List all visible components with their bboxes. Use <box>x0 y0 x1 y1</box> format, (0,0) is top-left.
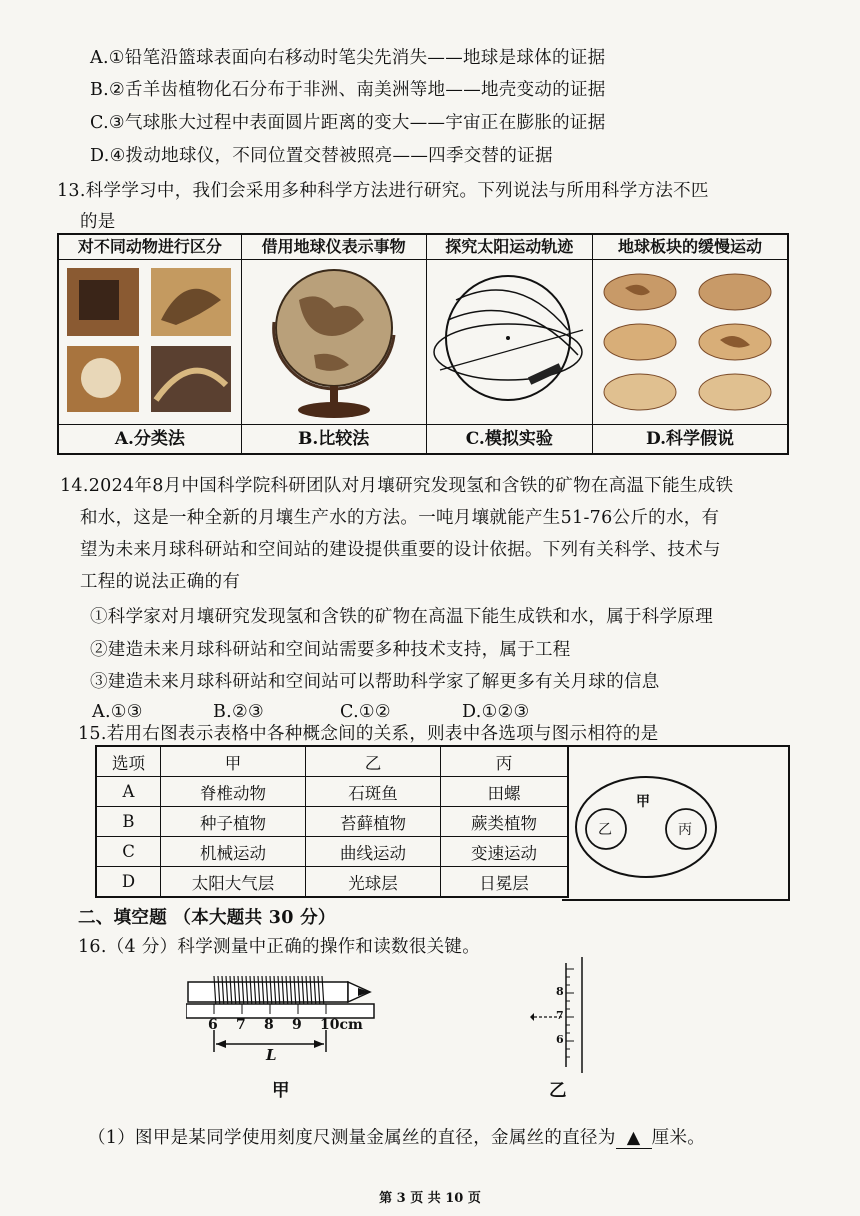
venn-label-bing: 丙 <box>678 822 692 838</box>
answer-blank[interactable]: ▲ <box>616 1128 652 1149</box>
q13-stem: 13.科学学习中，我们会采用多种科学方法进行研究。下列说法与所用科学方法不匹 <box>57 181 709 201</box>
cylinder-figure <box>520 955 600 1075</box>
q14-choice-c: C.①② <box>340 702 391 722</box>
q16-sub1 <box>88 1124 705 1149</box>
q15-col-bing: 丙 <box>441 746 569 777</box>
q15-col-yi: 乙 <box>306 746 441 777</box>
q15-stem: 15.若用右图表示表格中各种概念间的关系，则表中各选项与图示相符的是 <box>78 724 659 744</box>
q13-header-d: 地球板块的缓慢运动 <box>592 234 788 260</box>
q12-option-d: D.④拨动地球仪，不同位置交替被照亮——四季交替的证据 <box>90 146 553 166</box>
q14-stem-2: 和水，这是一种全新的月壤生产水的方法。一吨月壤就能产生51-76公斤的水，有 <box>80 508 720 528</box>
q13-header-a: 对不同动物进行区分 <box>58 234 241 260</box>
q13-stem-cont: 的是 <box>80 212 116 232</box>
q14-stem-3: 望为未来月球科研站和空间站的建设提供重要的设计依据。下列有关科学、技术与 <box>80 540 721 560</box>
venn-label-jia: 甲 <box>636 794 650 810</box>
table-row: C 机械运动 曲线运动 变速运动 <box>96 837 568 867</box>
q13-option-c: C.模拟实验 <box>426 425 592 455</box>
q13-option-b: B.比较法 <box>241 425 426 455</box>
page-footer: 第 3 页 共 10 页 <box>379 1191 481 1206</box>
ruler-tick-7: 7 <box>236 1017 246 1033</box>
q16-sub1-prefix: （1）图甲是某同学使用刻度尺测量金属丝的直径，金属丝的直径为 <box>88 1128 616 1148</box>
q14-statement-1: ①科学家对月壤研究发现氢和含铁的矿物在高温下能生成铁和水，属于科学原理 <box>90 607 713 627</box>
q15-col-jia: 甲 <box>161 746 306 777</box>
fig-b-caption: 乙 <box>549 1081 567 1101</box>
cylinder-tick-6: 6 <box>556 1033 564 1046</box>
q14-stem-4: 工程的说法正确的有 <box>80 572 241 592</box>
q14-stem-1: 14.2024年8月中国科学院科研团队对月壤研究发现氢和含铁的矿物在高温下能生成铁 <box>60 476 734 496</box>
q14-statement-3: ③建造未来月球科研站和空间站可以帮助科学家了解更多有关月球的信息 <box>90 672 660 692</box>
ruler-tick-10cm: 10cm <box>320 1017 363 1033</box>
q14-choice-d: D.①②③ <box>462 702 530 722</box>
table-row: D 太阳大气层 光球层 日冕层 <box>96 867 568 898</box>
ruler-tick-8: 8 <box>264 1017 274 1033</box>
plate-movement-maps <box>592 260 788 425</box>
q12-option-a: A.①铅笔沿篮球表面向右移动时笔尖先消失——地球是球体的证据 <box>90 48 606 68</box>
table-row: A 脊椎动物 石斑鱼 田螺 <box>96 777 568 807</box>
q15-venn-diagram <box>562 745 790 901</box>
q13-option-d: D.科学假说 <box>592 425 788 455</box>
q14-choice-b: B.②③ <box>213 702 264 722</box>
q12-option-b: B.②舌羊齿植物化石分布于非洲、南美洲等地——地壳变动的证据 <box>90 80 606 100</box>
q13-header-c: 探究太阳运动轨迹 <box>426 234 592 260</box>
q12-option-c: C.③气球胀大过程中表面圆片距离的变大——宇宙正在膨胀的证据 <box>90 113 606 133</box>
ruler-tick-6: 6 <box>208 1017 218 1033</box>
q13-figure-table <box>57 233 789 455</box>
q16-sub1-suffix: 厘米。 <box>651 1128 706 1148</box>
q15-col-option: 选项 <box>96 746 161 777</box>
fig-a-caption: 甲 <box>272 1081 290 1101</box>
venn-label-yi: 乙 <box>598 822 612 838</box>
globe-image <box>241 260 426 425</box>
q14-statement-2: ②建造未来月球科研站和空间站需要多种技术支持，属于工程 <box>90 640 571 660</box>
q13-option-a: A.分类法 <box>58 425 241 455</box>
cylinder-tick-8: 8 <box>556 985 564 998</box>
cylinder-tick-7: 7 <box>556 1009 564 1022</box>
q13-header-b: 借用地球仪表示事物 <box>241 234 426 260</box>
sun-path-diagram <box>426 260 592 425</box>
ruler-figure <box>186 960 376 1064</box>
ruler-tick-9: 9 <box>292 1017 302 1033</box>
table-row: B 种子植物 苔藓植物 蕨类植物 <box>96 807 568 837</box>
section-title: 二、填空题 （本大题共 30 分） <box>78 908 336 928</box>
q15-options-table <box>95 745 569 898</box>
animal-photos <box>58 260 241 425</box>
length-label: L <box>266 1046 277 1064</box>
q14-choice-a: A.①③ <box>92 702 143 722</box>
q16-stem: 16.（4 分）科学测量中正确的操作和读数很关键。 <box>78 937 481 957</box>
